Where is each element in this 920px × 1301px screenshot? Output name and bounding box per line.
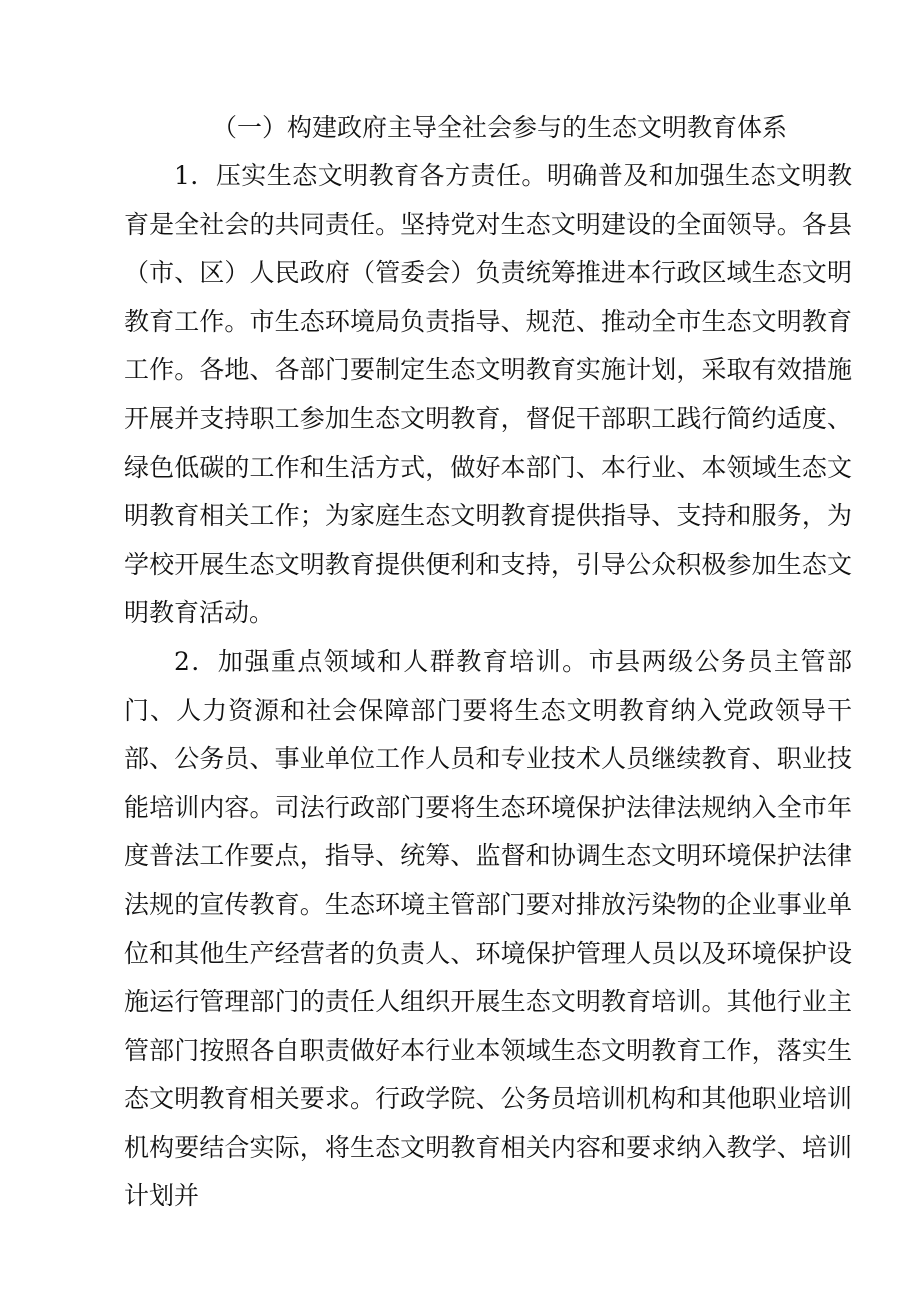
- paragraph-2: 2．加强重点领域和人群教育培训。市县两级公务员主管部门、人力资源和社会保障部门要将生态文明教育纳入党政领导干部、公务员、事业单位工作人员和专业技术人员继续教育、职业技能培训内容。司法行政部门要将生态环境保护法律法规纳入全市年度普法工作要点，指导、统筹、监督和协调生态文明环境保护法律法规的宣传教育。生态环境主管部门要对排放污染物的企业事业单位和其他生产经营者的负责人、环境保护管理人员以及环境保护设施运行管理部门的责任人组织开展生态文明教育培训。其他行业主管部门按照各自职责做好本行业本领域生态文明教育工作，落实生态文明教育相关要求。行政学院、公务员培训机构和其他职业培训机构要结合实际，将生态文明教育相关内容和要求纳入教学、培训计划并: [124, 646, 852, 1211]
- paragraph-1: 1．压实生态文明教育各方责任。明确普及和加强生态文明教育是全社会的共同责任。坚持党对生态文明建设的全面领导。各县（市、区）人民政府（管委会）负责统筹推进本行政区域生态文明教育工作。市生态环境局负责指导、规范、推动全市生态文明教育工作。各地、各部门要制定生态文明教育实施计划，采取有效措施开展并支持职工参加生态文明教育，督促干部职工践行简约适度、绿色低碳的工作和生活方式，做好本部门、本行业、本领域生态文明教育相关工作；为家庭生态文明教育提供指导、支持和服务，为学校开展生态文明教育提供便利和支持，引导公众积极参加生态文明教育活动。: [124, 161, 852, 628]
- document-page: [124, 104, 852, 1221]
- section-heading: （一）构建政府主导全社会参与的生态文明教育体系: [212, 113, 788, 142]
